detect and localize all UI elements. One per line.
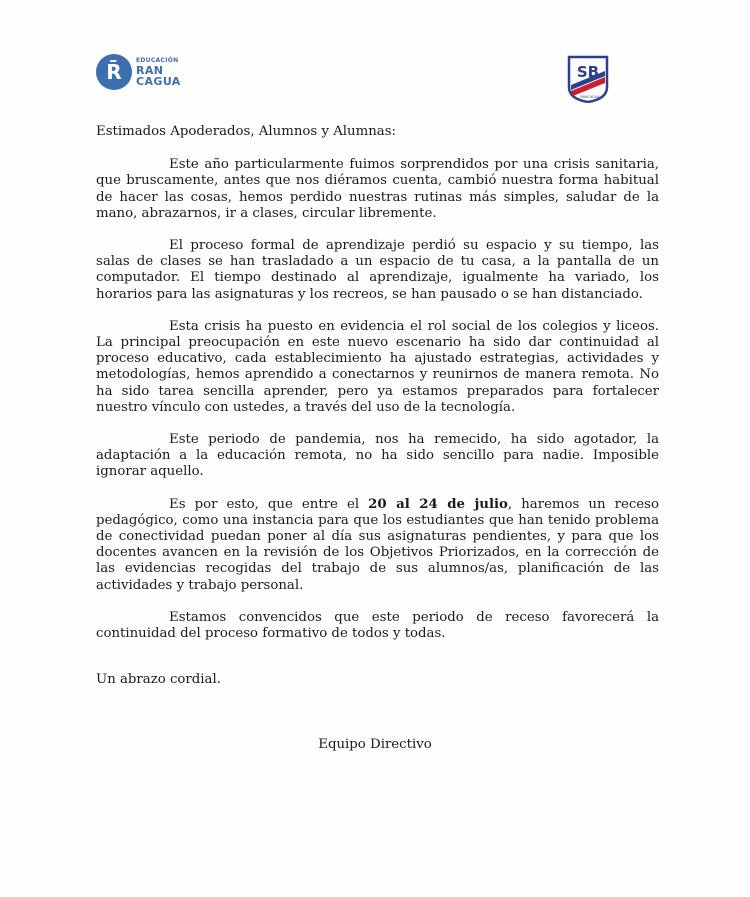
paragraph-5-start: Es por esto, que entre el bbox=[169, 496, 369, 512]
paragraph-5-end: , haremos un receso pedagógico, como una instancia para que los estudiantes que han tenido problema de conectividad puedan poner al día sus asignaturas pendientes, y para que los docentes avancen en la revisión de los Objetivos Priorizados, en la corrección de las evidencias recogidas del trabajo de sus alumnos/as, planificación de las actividades y trabajo personal. bbox=[96, 496, 660, 593]
paragraph-3: Esta crisis ha puesto en evidencia el rol social de los colegios y liceos. La principal preocupación en este nuevo escenario ha sido dar continuidad al proceso educativo, cada establecimiento ha ajustado estrategias, actividades y metodologías, hemos aprendido a conectarnos y reunirnos de manera remota. No ha sido tarea sencilla aprender, pero ya estamos preparados para fortalecer nuestro vínculo con ustedes, a través del uso de la tecnología. bbox=[96, 318, 659, 415]
educacion-rancagua-logo bbox=[96, 54, 181, 90]
recess-dates: 20 al 24 de julio bbox=[368, 496, 508, 512]
logo-line-3: CAGUA bbox=[136, 74, 181, 88]
school-crest-logo bbox=[567, 55, 609, 103]
paragraph-5 bbox=[96, 497, 659, 594]
letter-body bbox=[96, 124, 659, 688]
logo-line-2: RAN bbox=[136, 63, 164, 77]
greeting: Estimados Apoderados, Alumnos y Alumnas: bbox=[96, 124, 397, 139]
logo-wordmark bbox=[136, 58, 181, 87]
logo-line-1: EDUCACIÓN bbox=[136, 56, 179, 64]
logo-mark: R̄ bbox=[96, 54, 132, 90]
signature: Equipo Directivo bbox=[318, 737, 432, 752]
closing: Un abrazo cordial. bbox=[96, 672, 221, 688]
paragraph-2: El proceso formal de aprendizaje perdió su espacio y su tiempo, las salas de clases se han trasladado a un espacio de tu casa, a la pantalla de un computador. El tiempo destinado al aprendizaje, igualmente ha variado, los horarios para las asignaturas y los recreos, se han pausado o se han distanciado. bbox=[96, 238, 659, 302]
crest-initials: SB bbox=[576, 63, 600, 81]
crest-caption: RANCAGUA bbox=[580, 95, 600, 99]
paragraph-1: Este año particularmente fuimos sorprendidos por una crisis sanitaria, que bruscamente, antes que nos diéramos cuenta, cambió nuestra forma habitual de hacer las cosas, hemos perdido nuestras rutinas más simples, saludar de la mano, abrazarnos, ir a clases, circular libremente. bbox=[96, 157, 659, 221]
paragraph-4: Este periodo de pandemia, nos ha remecido, ha sido agotador, la adaptación a la educación remota, no ha sido sencillo para nadie. Imposible ignorar aquello. bbox=[96, 432, 659, 480]
paragraph-6: Estamos convencidos que este periodo de receso favorecerá la continuidad del proceso formativo de todos y todas. bbox=[96, 609, 659, 642]
